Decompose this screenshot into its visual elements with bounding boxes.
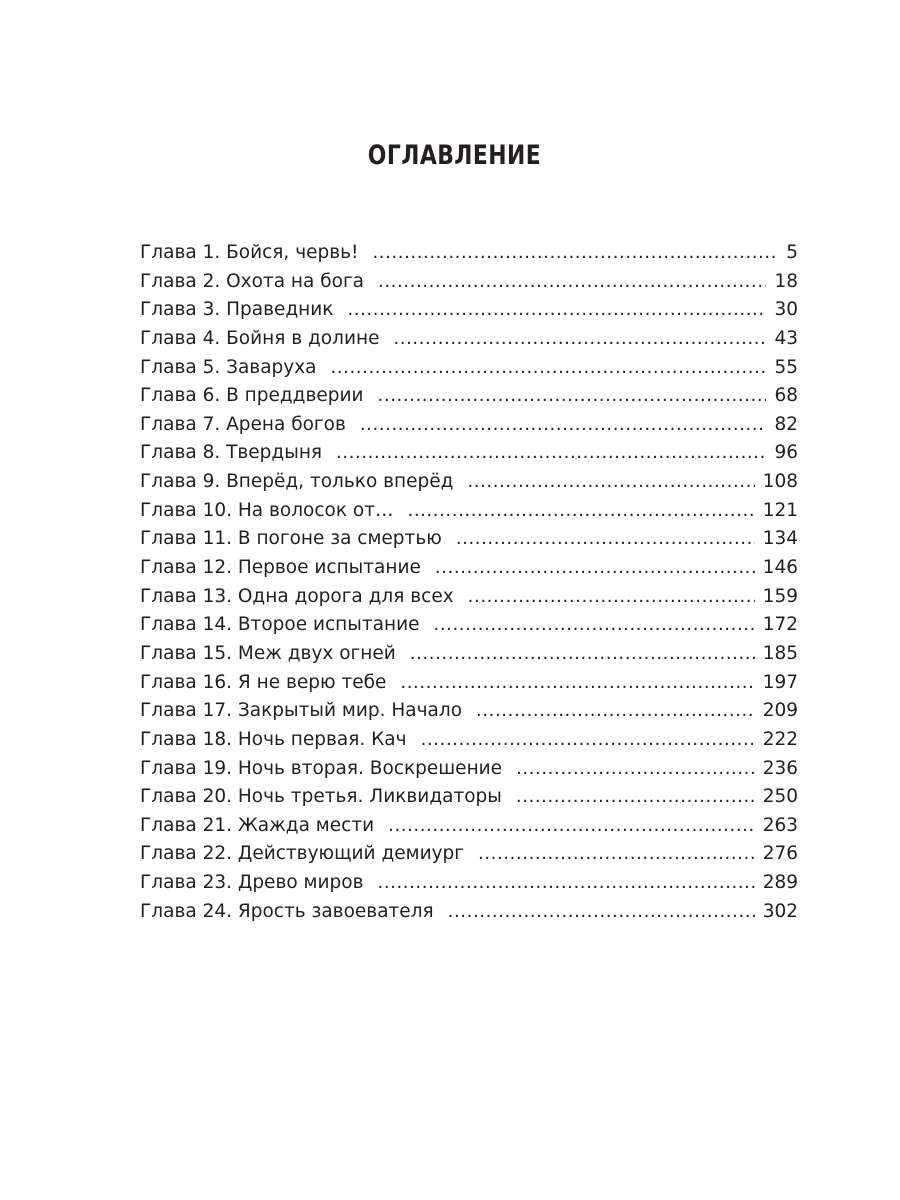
page-number: 222: [762, 728, 798, 750]
page-number: 289: [762, 872, 798, 894]
dot-leader: [456, 525, 755, 554]
toc-entry: [140, 439, 798, 468]
chapter-title: Глава 11. В погоне за смертью: [140, 528, 442, 550]
page-number: 43: [774, 327, 798, 349]
page-number: 209: [762, 700, 798, 722]
chapter-title: Глава 3. Праведник: [140, 299, 334, 321]
toc-entry: [140, 611, 798, 640]
chapter-title: Глава 24. Ярость завоевателя: [140, 900, 434, 922]
toc-entry: [140, 468, 798, 497]
dot-leader: [372, 239, 778, 268]
table-of-contents: [140, 239, 798, 926]
dot-leader: [478, 840, 755, 869]
page-number: 159: [762, 585, 798, 607]
chapter-title: Глава 7. Арена богов: [140, 413, 346, 435]
chapter-title: Глава 13. Одна дорога для всех: [140, 585, 454, 607]
dot-leader: [421, 726, 755, 755]
page-number: 134: [762, 528, 798, 550]
toc-entry: [140, 525, 798, 554]
chapter-title: Глава 12. Первое испытание: [140, 557, 421, 579]
toc-entry: [140, 812, 798, 841]
dot-leader: [448, 898, 755, 927]
dot-leader: [393, 325, 766, 354]
dot-leader: [476, 697, 755, 726]
toc-entry: [140, 755, 798, 784]
page-number: 146: [762, 557, 798, 579]
chapter-title: Глава 19. Ночь вторая. Воскрешение: [140, 757, 503, 779]
chapter-title: Глава 2. Охота на бога: [140, 270, 365, 292]
dot-leader: [347, 296, 766, 325]
page-number: 18: [774, 270, 798, 292]
chapter-title: Глава 21. Жажда мести: [140, 814, 375, 836]
chapter-title: Глава 5. Заваруха: [140, 356, 317, 378]
dot-leader: [331, 354, 767, 383]
page-number: 197: [762, 671, 798, 693]
dot-leader: [410, 640, 755, 669]
chapter-title: Глава 4. Бойня в долине: [140, 327, 380, 349]
dot-leader: [467, 468, 754, 497]
toc-entry: [140, 239, 798, 268]
chapter-title: Глава 1. Бойся, червь!: [140, 242, 359, 263]
toc-entry: [140, 726, 798, 755]
toc-entry: [140, 869, 798, 898]
chapter-title: Глава 6. В преддверии: [140, 385, 364, 407]
toc-entry: [140, 411, 798, 440]
toc-entry: [140, 268, 798, 297]
dot-leader: [388, 812, 755, 841]
page-number: 276: [762, 843, 798, 865]
toc-entry: [140, 583, 798, 612]
chapter-title: Глава 15. Меж двух огней: [140, 642, 396, 664]
page-number: 55: [774, 356, 798, 378]
dot-leader: [378, 268, 766, 297]
toc-entry: [140, 354, 798, 383]
dot-leader: [516, 755, 755, 784]
toc-entry: [140, 640, 798, 669]
page-number: 236: [762, 757, 798, 779]
page-number: 96: [774, 442, 798, 464]
dot-leader: [360, 411, 767, 440]
page-number: 30: [774, 299, 798, 321]
page-number: 263: [762, 814, 798, 836]
chapter-title: Глава 18. Ночь первая. Кач: [140, 728, 407, 750]
page-number: 121: [762, 499, 798, 521]
page-number: 5: [786, 242, 798, 263]
toc-entry: [140, 497, 798, 526]
dot-leader: [378, 869, 755, 898]
dot-leader: [378, 382, 767, 411]
chapter-title: Глава 10. На волосок от…: [140, 499, 394, 521]
chapter-title: Глава 20. Ночь третья. Ликвидаторы: [140, 786, 502, 808]
page-title: ОГЛАВЛЕНИЕ: [367, 140, 542, 171]
toc-entry: [140, 296, 798, 325]
chapter-title: Глава 9. Вперёд, только вперёд: [140, 471, 454, 493]
chapter-title: Глава 22. Действующий демиург: [140, 843, 465, 865]
toc-entry: [140, 697, 798, 726]
dot-leader: [408, 497, 755, 526]
dot-leader: [400, 669, 754, 698]
toc-entry: [140, 840, 798, 869]
chapter-title: Глава 14. Второе испытание: [140, 614, 420, 636]
dot-leader: [435, 554, 755, 583]
toc-entry: [140, 554, 798, 583]
page-number: 302: [762, 900, 798, 922]
chapter-title: Глава 16. Я не верю тебе: [140, 671, 387, 693]
page-number: 172: [762, 614, 798, 636]
dot-leader: [336, 439, 766, 468]
toc-entry: [140, 898, 798, 927]
dot-leader: [516, 783, 755, 812]
page-number: 68: [774, 385, 798, 407]
page-number: 82: [774, 413, 798, 435]
toc-entry: [140, 325, 798, 354]
toc-entry: [140, 783, 798, 812]
dot-leader: [434, 611, 755, 640]
page-number: 250: [762, 786, 798, 808]
chapter-title: Глава 17. Закрытый мир. Начало: [140, 700, 463, 722]
dot-leader: [468, 583, 755, 612]
chapter-title: Глава 8. Твердыня: [140, 442, 323, 464]
toc-entry: [140, 382, 798, 411]
page-number: 108: [762, 471, 798, 493]
chapter-title: Глава 23. Древо миров: [140, 872, 364, 894]
page-number: 185: [762, 642, 798, 664]
toc-entry: [140, 669, 798, 698]
